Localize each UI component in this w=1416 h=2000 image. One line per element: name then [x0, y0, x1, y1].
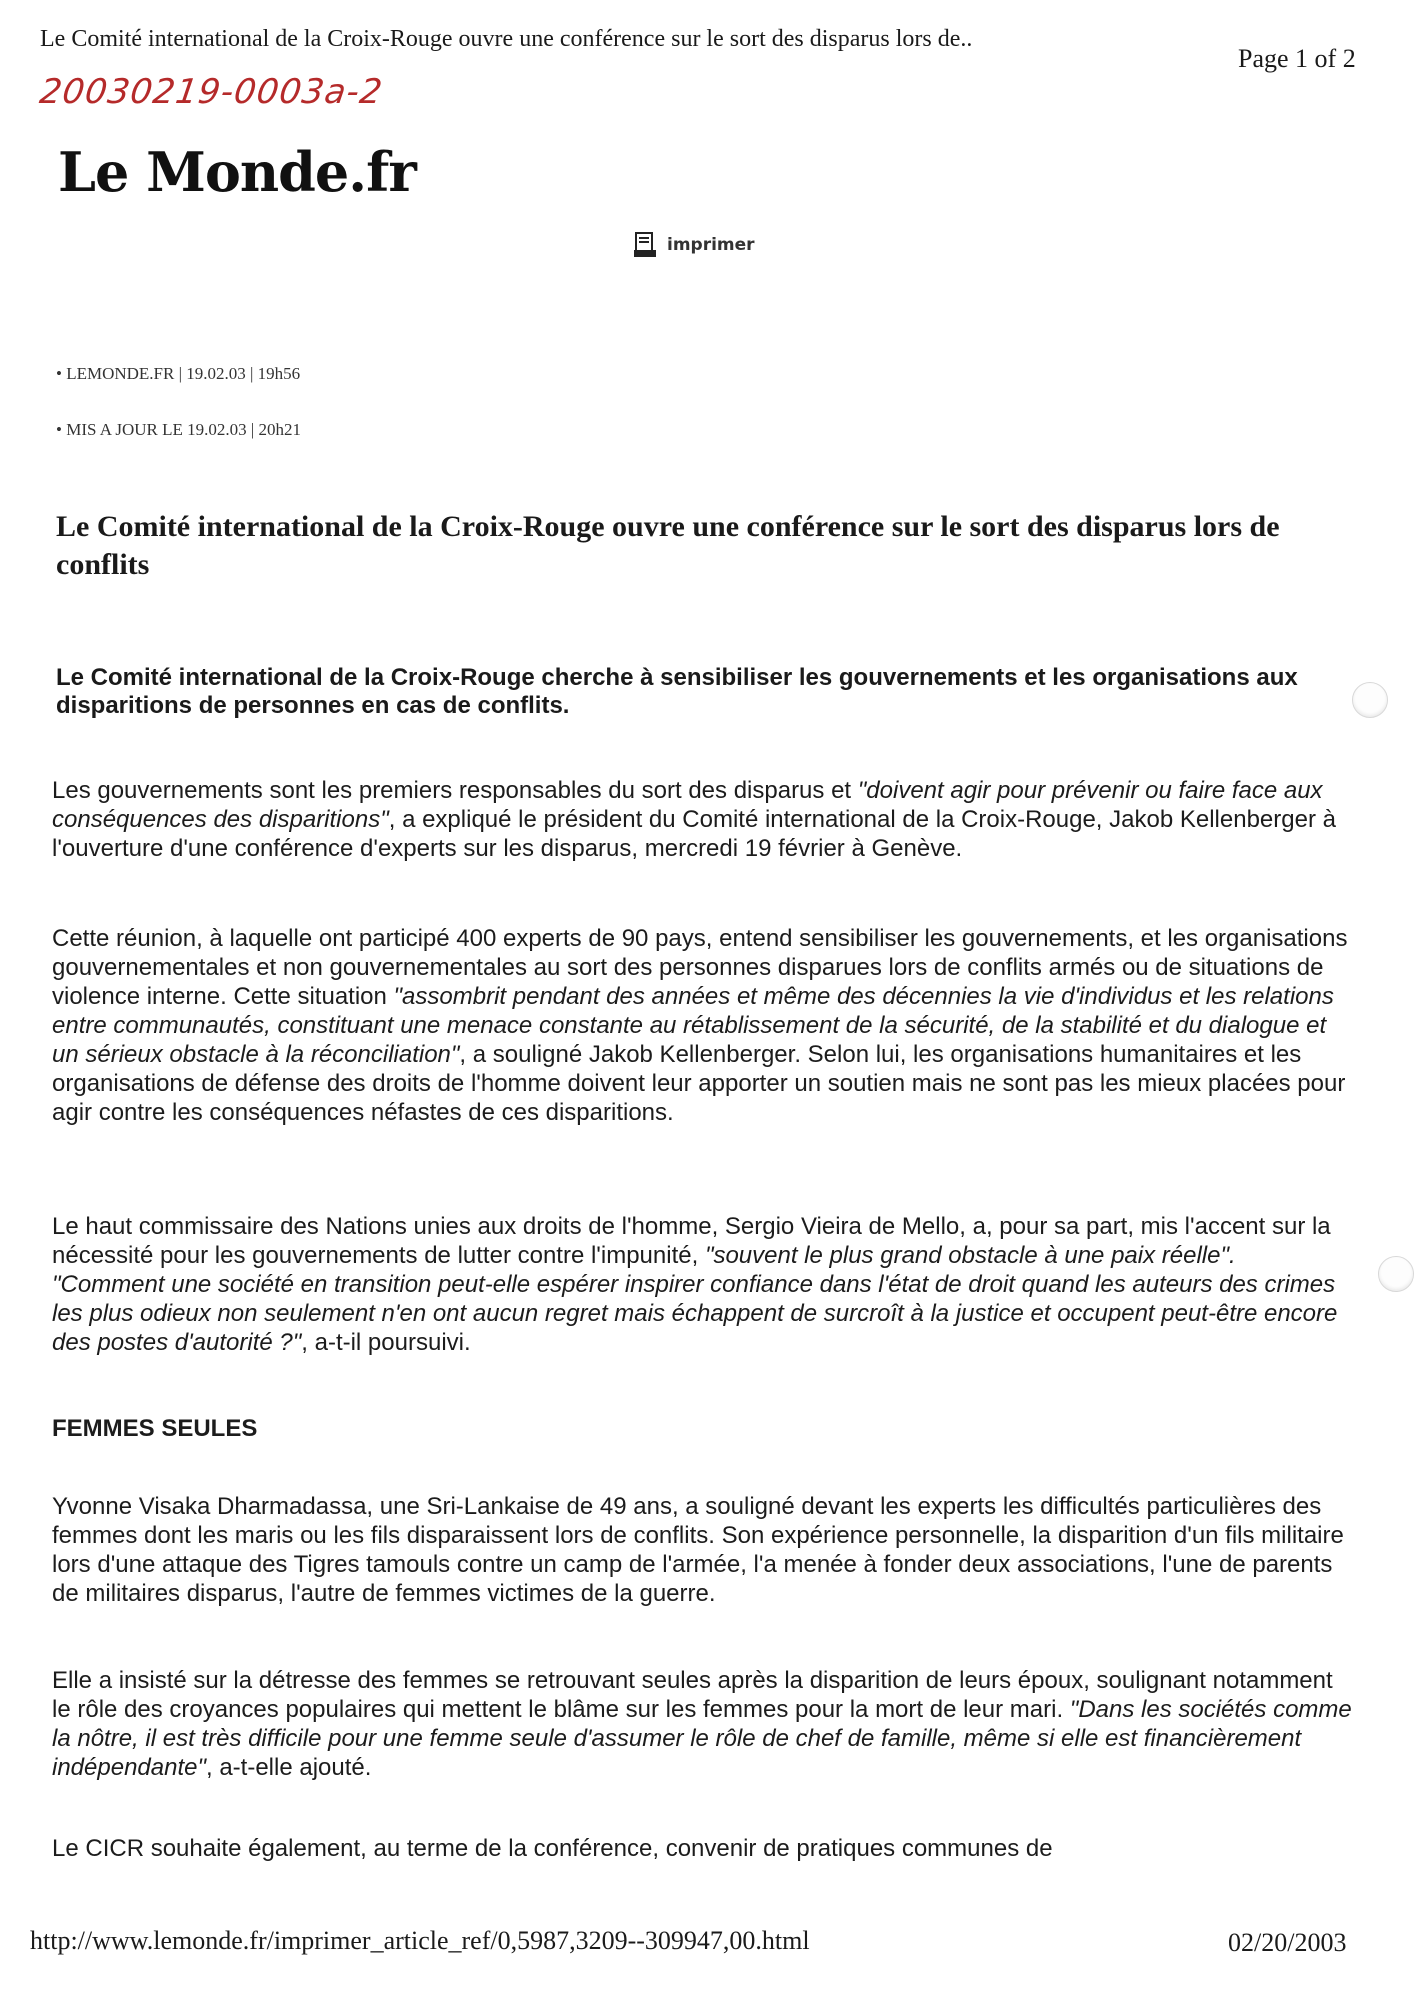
- printer-icon: [633, 232, 657, 258]
- article-lead: Le Comité international de la Croix-Rouge cherche à sensibiliser les gouvernements et les organisations aux disparitions de personnes en cas de conflits.: [56, 664, 1298, 719]
- published-date: • LEMONDE.FR | 19.02.03 | 19h56: [56, 364, 301, 383]
- paragraph-4: Yvonne Visaka Dharmadassa, une Sri-Lankaise de 49 ans, a souligné devant les experts les difficultés particulières des femmes dont les maris ou les fils disparaissent lors de conflits. Son expérience personnelle, la disparition d'un fils militaire lors d'une attaque des Tigres tamouls contre un camp de l'armée, l'a menée à fonder deux associations, l'une de parents de militaires disparus, l'autre de femmes victimes de la guerre.: [52, 1493, 1344, 1607]
- punch-hole: [1378, 1256, 1414, 1292]
- quote: "Dans les sociétés comme la nôtre, il est très difficile pour une femme seule d'assumer le rôle de chef de famille, même si elle est financièrement indépendante": [52, 1696, 1352, 1781]
- quote: "assombrit pendant des années et même des décennies la vie d'individus et les relations entre communautés, constituant une menace constante au rétablissement de la sécurité, de la stabilité et du dialogue et un sérieux obstacle à la réconciliation": [52, 983, 1334, 1068]
- print-button[interactable]: [633, 232, 755, 258]
- punch-hole: [1352, 682, 1388, 718]
- footer-date: 02/20/2003: [1228, 1928, 1347, 1957]
- paragraph-2: Cette réunion, à laquelle ont participé 400 experts de 90 pays, entend sensibiliser les gouvernements, et les organisations gouvernementales et non gouvernementales au sort des personnes disparues lors de conflits armés ou de situations de violence interne. Cette situation "assombrit pendant des années et même des décennies la vie d'individus et les relations entre communautés, constituant une menace constante au rétablissement de la sécurité, de la stabilité et du dialogue et un sérieux obstacle à la réconciliation", a souligné Jakob Kellenberger. Selon lui, les organisations humanitaires et les organisations de défense des droits de l'homme doivent leur apporter un soutien mais ne sont pas les mieux placées pour agir contre les conséquences néfastes de ces disparitions.: [52, 925, 1348, 1126]
- footer-url: http://www.lemonde.fr/imprimer_article_ref/0,5987,3209--309947,00.html: [30, 1926, 810, 1955]
- le-monde-logo: Le Monde.fr: [58, 140, 416, 204]
- page-number: Page 1 of 2: [1238, 44, 1356, 73]
- updated-date: • MIS A JOUR LE 19.02.03 | 20h21: [56, 420, 302, 439]
- print-header-title: Le Comité international de la Croix-Rouge ouvre une conférence sur le sort des disparus lors de..: [40, 26, 973, 52]
- print-label: imprimer: [667, 235, 755, 255]
- quote: "souvent le plus grand obstacle à une paix réelle". "Comment une société en transition peut-elle espérer inspirer confiance dans l'état de droit quand les auteurs des crimes les plus odieux non seulement n'en ont aucun regret mais échappent de surcroît à la justice et occupent peut-être encore des postes d'autorité ?": [52, 1242, 1338, 1356]
- section-heading: FEMMES SEULES: [52, 1415, 258, 1442]
- handwritten-reference: 20030219-0003a-2: [37, 72, 386, 112]
- article-headline: Le Comité international de la Croix-Rouge ouvre une conférence sur le sort des disparus lors de conflits: [56, 510, 1280, 581]
- paragraph-6: Le CICR souhaite également, au terme de la conférence, convenir de pratiques communes de: [52, 1835, 1053, 1862]
- paragraph-1: Les gouvernements sont les premiers responsables du sort des disparus et "doivent agir pour prévenir ou faire face aux conséquences des disparitions", a expliqué le président du Comité international de la Croix-Rouge, Jakob Kellenberger à l'ouverture d'une conférence d'experts sur les disparus, mercredi 19 février à Genève.: [52, 777, 1336, 862]
- paragraph-3: Le haut commissaire des Nations unies aux droits de l'homme, Sergio Vieira de Mello, a, pour sa part, mis l'accent sur la nécessité pour les gouvernements de lutter contre l'impunité, "souvent le plus grand obstacle à une paix réelle". "Comment une société en transition peut-elle espérer inspirer confiance dans l'état de droit quand les auteurs des crimes les plus odieux non seulement n'en ont aucun regret mais échappent de surcroît à la justice et occupent peut-être encore des postes d'autorité ?", a-t-il poursuivi.: [52, 1213, 1338, 1356]
- quote: "doivent agir pour prévenir ou faire face aux conséquences des disparitions": [52, 777, 1323, 833]
- paragraph-5: Elle a insisté sur la détresse des femmes se retrouvant seules après la disparition de leurs époux, soulignant notamment le rôle des croyances populaires qui mettent le blâme sur les femmes pour la mort de leur mari. "Dans les sociétés comme la nôtre, il est très difficile pour une femme seule d'assumer le rôle de chef de famille, même si elle est financièrement indépendante", a-t-elle ajouté.: [52, 1667, 1352, 1781]
